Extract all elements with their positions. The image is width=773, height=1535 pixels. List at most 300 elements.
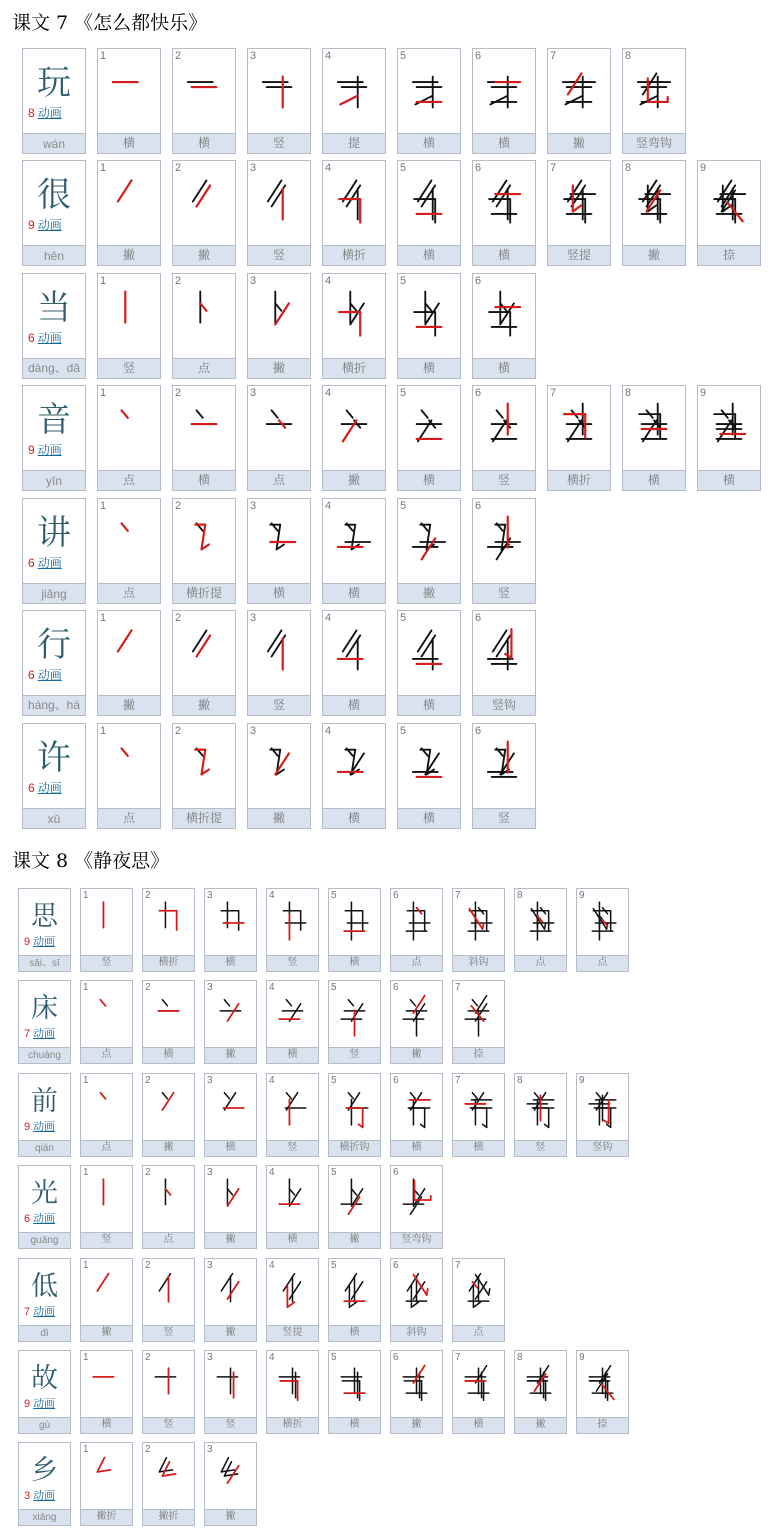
stroke-step-card xyxy=(390,1258,443,1342)
stroke-name: 点 xyxy=(535,957,546,968)
stroke-name: 横折 xyxy=(566,473,591,487)
stroke-name: 点 xyxy=(163,1234,174,1245)
stroke-name: 斜钩 xyxy=(406,1327,427,1338)
stroke-step-card xyxy=(452,888,505,972)
step-number: 3 xyxy=(250,50,257,62)
character-card xyxy=(18,888,71,972)
stroke-step-card xyxy=(397,160,461,266)
stroke-step-card xyxy=(97,610,161,716)
stroke-step-card xyxy=(514,888,567,972)
stroke-step-card xyxy=(266,1165,319,1249)
stroke-diagram xyxy=(205,985,256,1045)
stroke-name: 撇 xyxy=(225,1511,236,1522)
step-number: 2 xyxy=(145,890,151,901)
stroke-diagram xyxy=(515,893,566,953)
animation-link[interactable]: 动画 xyxy=(37,331,62,345)
stroke-diagram xyxy=(398,165,460,243)
step-number: 2 xyxy=(145,1444,151,1455)
stroke-svg xyxy=(473,503,535,581)
stroke-diagram xyxy=(81,1263,132,1323)
stroke-count-number: 6 xyxy=(28,331,35,345)
step-number: 2 xyxy=(175,162,182,174)
pinyin-label: jiǎng xyxy=(41,587,67,601)
stroke-name: 提 xyxy=(347,136,360,150)
stroke-svg xyxy=(329,1263,380,1323)
stroke-svg xyxy=(98,390,160,468)
stroke-step-card xyxy=(97,160,161,266)
stroke-step-card xyxy=(266,888,319,972)
stroke-svg xyxy=(81,893,132,953)
stroke-step-card xyxy=(247,498,311,604)
stroke-diagram xyxy=(81,1355,132,1415)
stroke-step-card xyxy=(142,1073,195,1157)
animation-link[interactable]: 动画 xyxy=(37,106,62,120)
stroke-step-card xyxy=(452,980,505,1064)
step-number: 4 xyxy=(269,890,275,901)
stroke-svg xyxy=(391,1170,442,1230)
stroke-svg xyxy=(81,1263,132,1323)
stroke-svg xyxy=(623,53,685,131)
animation-link[interactable]: 动画 xyxy=(37,556,62,570)
stroke-step-card xyxy=(80,1073,133,1157)
stroke-svg xyxy=(577,893,628,953)
step-number: 4 xyxy=(325,275,332,287)
stroke-name: 撇 xyxy=(347,473,360,487)
step-number: 6 xyxy=(393,1075,399,1086)
stroke-svg xyxy=(143,1263,194,1323)
stroke-svg xyxy=(391,1078,442,1138)
stroke-step-card xyxy=(142,1165,195,1249)
stroke-step-card xyxy=(328,980,381,1064)
stroke-diagram xyxy=(143,1263,194,1323)
step-number: 7 xyxy=(455,1260,461,1271)
stroke-svg xyxy=(248,503,310,581)
stroke-diagram xyxy=(98,615,160,693)
stroke-name: 竖 xyxy=(272,248,285,262)
stroke-name: 点 xyxy=(411,957,422,968)
stroke-diagram xyxy=(453,1355,504,1415)
stroke-step-card xyxy=(472,610,536,716)
stroke-count xyxy=(28,779,62,796)
stroke-svg xyxy=(98,165,160,243)
stroke-step-card xyxy=(547,385,611,491)
stroke-diagram xyxy=(398,278,460,356)
stroke-diagram xyxy=(248,390,310,468)
step-number: 5 xyxy=(400,275,407,287)
stroke-svg xyxy=(98,615,160,693)
stroke-diagram xyxy=(81,1170,132,1230)
stroke-name: 竖 xyxy=(163,1327,174,1338)
stroke-name: 竖 xyxy=(349,1049,360,1060)
stroke-count xyxy=(24,1025,55,1041)
step-number: 4 xyxy=(325,612,332,624)
animation-link[interactable]: 动画 xyxy=(33,1121,56,1133)
stroke-svg xyxy=(248,615,310,693)
stroke-diagram xyxy=(473,53,535,131)
stroke-step-card xyxy=(266,1258,319,1342)
character-glyph: 讲 xyxy=(37,513,71,553)
stroke-svg xyxy=(81,1078,132,1138)
stroke-name: 撇 xyxy=(572,136,585,150)
stroke-svg xyxy=(398,165,460,243)
stroke-count xyxy=(24,1487,55,1503)
stroke-svg xyxy=(173,615,235,693)
stroke-name: 竖 xyxy=(163,1419,174,1430)
stroke-name: 横 xyxy=(349,1419,360,1430)
stroke-name: 竖钩 xyxy=(491,698,516,712)
step-number: 4 xyxy=(269,1075,275,1086)
stroke-svg xyxy=(398,615,460,693)
character-glyph: 光 xyxy=(31,1178,58,1209)
stroke-count-number: 9 xyxy=(28,443,35,457)
stroke-svg xyxy=(173,53,235,131)
step-number: 6 xyxy=(475,275,482,287)
stroke-diagram xyxy=(473,615,535,693)
stroke-diagram xyxy=(267,1355,318,1415)
stroke-diagram xyxy=(143,1170,194,1230)
animation-link[interactable]: 动画 xyxy=(37,443,62,457)
stroke-diagram xyxy=(98,728,160,806)
stroke-svg xyxy=(143,1355,194,1415)
stroke-diagram xyxy=(267,1078,318,1138)
pinyin-label: yīn xyxy=(45,474,62,488)
stroke-name: 点 xyxy=(122,586,135,600)
stroke-name: 横 xyxy=(497,248,510,262)
stroke-svg xyxy=(173,728,235,806)
stroke-svg xyxy=(267,985,318,1045)
stroke-count xyxy=(28,216,62,233)
stroke-diagram xyxy=(323,728,385,806)
stroke-svg xyxy=(98,53,160,131)
stroke-diagram xyxy=(205,1170,256,1230)
stroke-name: 横 xyxy=(473,1142,484,1153)
stroke-diagram xyxy=(453,893,504,953)
stroke-diagram xyxy=(473,503,535,581)
pinyin-label: xiāng xyxy=(32,1512,57,1523)
stroke-svg xyxy=(398,728,460,806)
step-number: 3 xyxy=(207,890,213,901)
stroke-count xyxy=(28,554,62,571)
animation-link[interactable]: 动画 xyxy=(33,1213,56,1225)
step-number: 3 xyxy=(207,1167,213,1178)
stroke-diagram xyxy=(548,53,610,131)
stroke-name: 撇 xyxy=(197,248,210,262)
stroke-diagram xyxy=(398,503,460,581)
stroke-diagram xyxy=(81,1078,132,1138)
pinyin-label: dī xyxy=(40,1328,49,1339)
stroke-svg xyxy=(248,278,310,356)
character-glyph: 行 xyxy=(37,625,71,665)
stroke-name: 竖弯钩 xyxy=(635,136,672,150)
stroke-svg xyxy=(473,615,535,693)
stroke-svg xyxy=(323,165,385,243)
step-number: 3 xyxy=(250,162,257,174)
animation-link[interactable]: 动画 xyxy=(33,936,56,948)
stroke-diagram xyxy=(205,893,256,953)
stroke-name: 竖 xyxy=(497,586,510,600)
animation-link[interactable]: 动画 xyxy=(33,1398,56,1410)
step-number: 8 xyxy=(517,890,523,901)
lesson-heading: 课文 7 《怎么都快乐》 xyxy=(12,12,208,34)
stroke-svg xyxy=(453,1355,504,1415)
stroke-svg xyxy=(98,278,160,356)
character-glyph: 音 xyxy=(37,400,71,440)
stroke-name: 点 xyxy=(101,1049,112,1060)
step-number: 1 xyxy=(100,50,107,62)
stroke-svg xyxy=(391,1263,442,1323)
character-card xyxy=(22,273,86,379)
stroke-svg xyxy=(577,1355,628,1415)
stroke-step-card xyxy=(172,610,236,716)
step-number: 7 xyxy=(455,1075,461,1086)
step-number: 1 xyxy=(83,1075,89,1086)
stroke-count xyxy=(24,1210,55,1226)
stroke-step-card xyxy=(397,385,461,491)
step-number: 1 xyxy=(100,500,107,512)
stroke-diagram xyxy=(98,503,160,581)
pinyin-label: guāng xyxy=(30,1235,59,1246)
stroke-svg xyxy=(323,278,385,356)
stroke-diagram xyxy=(329,1263,380,1323)
stroke-name: 横 xyxy=(349,957,360,968)
stroke-name: 竖 xyxy=(497,473,510,487)
step-number: 6 xyxy=(393,982,399,993)
stroke-svg xyxy=(515,1355,566,1415)
stroke-svg xyxy=(205,1355,256,1415)
stroke-step-card xyxy=(472,385,536,491)
stroke-name: 横 xyxy=(163,1049,174,1060)
stroke-svg xyxy=(453,985,504,1045)
stroke-name: 横 xyxy=(225,957,236,968)
step-number: 2 xyxy=(145,1352,151,1363)
stroke-step-card xyxy=(97,385,161,491)
stroke-step-card xyxy=(452,1350,505,1434)
animation-link[interactable]: 动画 xyxy=(37,218,62,232)
stroke-svg xyxy=(515,1078,566,1138)
step-number: 5 xyxy=(331,890,337,901)
stroke-diagram xyxy=(267,1263,318,1323)
stroke-svg xyxy=(267,1170,318,1230)
stroke-svg xyxy=(398,53,460,131)
stroke-step-card xyxy=(328,888,381,972)
character-card xyxy=(18,1350,71,1434)
step-number: 6 xyxy=(475,500,482,512)
stroke-step-card xyxy=(397,610,461,716)
stroke-step-card xyxy=(97,273,161,379)
stroke-step-card xyxy=(204,1073,257,1157)
stroke-name: 横 xyxy=(422,361,435,375)
stroke-name: 横折钩 xyxy=(339,1142,370,1153)
stroke-svg xyxy=(205,1263,256,1323)
animation-link[interactable]: 动画 xyxy=(33,1028,56,1040)
stroke-name: 横 xyxy=(347,698,360,712)
stroke-name: 横折提 xyxy=(185,586,222,600)
stroke-svg xyxy=(267,1263,318,1323)
stroke-step-card xyxy=(322,610,386,716)
stroke-svg xyxy=(143,985,194,1045)
stroke-step-card xyxy=(80,1442,133,1526)
stroke-count xyxy=(28,329,62,346)
stroke-diagram xyxy=(81,1447,132,1507)
step-number: 6 xyxy=(393,1260,399,1271)
stroke-name: 捺 xyxy=(722,248,735,262)
step-number: 3 xyxy=(207,1075,213,1086)
stroke-svg xyxy=(515,893,566,953)
step-number: 3 xyxy=(207,1444,213,1455)
step-number: 5 xyxy=(331,1352,337,1363)
step-number: 2 xyxy=(175,500,182,512)
stroke-diagram xyxy=(143,1447,194,1507)
stroke-step-card xyxy=(247,610,311,716)
step-number: 1 xyxy=(83,890,89,901)
step-number: 5 xyxy=(331,982,337,993)
stroke-diagram xyxy=(143,1355,194,1415)
animation-link[interactable]: 动画 xyxy=(33,1490,56,1502)
stroke-name: 横 xyxy=(347,586,360,600)
stroke-name: 竖 xyxy=(101,1234,112,1245)
stroke-step-card xyxy=(266,980,319,1064)
stroke-diagram xyxy=(577,893,628,953)
stroke-name: 撇 xyxy=(225,1327,236,1338)
step-number: 3 xyxy=(250,612,257,624)
stroke-svg xyxy=(248,390,310,468)
stroke-svg xyxy=(173,278,235,356)
step-number: 2 xyxy=(145,1075,151,1086)
step-number: 4 xyxy=(269,1167,275,1178)
stroke-step-card xyxy=(247,385,311,491)
character-card xyxy=(22,610,86,716)
stroke-svg xyxy=(698,165,760,243)
step-number: 6 xyxy=(393,1352,399,1363)
stroke-step-card xyxy=(472,273,536,379)
stroke-svg xyxy=(205,893,256,953)
stroke-name: 撇 xyxy=(122,248,135,262)
step-number: 7 xyxy=(550,387,557,399)
stroke-diagram xyxy=(623,53,685,131)
animation-link[interactable]: 动画 xyxy=(37,781,62,795)
stroke-name: 横 xyxy=(722,473,735,487)
stroke-diagram xyxy=(323,503,385,581)
stroke-diagram xyxy=(623,390,685,468)
stroke-diagram xyxy=(398,53,460,131)
stroke-name: 点 xyxy=(101,1142,112,1153)
animation-link[interactable]: 动画 xyxy=(37,668,62,682)
stroke-step-card xyxy=(397,48,461,154)
stroke-diagram xyxy=(248,53,310,131)
stroke-name: 点 xyxy=(122,811,135,825)
step-number: 4 xyxy=(269,1260,275,1271)
step-number: 2 xyxy=(175,612,182,624)
stroke-count-number: 6 xyxy=(28,668,35,682)
step-number: 6 xyxy=(475,162,482,174)
step-number: 7 xyxy=(550,162,557,174)
stroke-diagram xyxy=(205,1263,256,1323)
stroke-name: 横 xyxy=(497,136,510,150)
step-number: 5 xyxy=(331,1167,337,1178)
stroke-svg xyxy=(205,1447,256,1507)
stroke-name: 撇 xyxy=(272,811,285,825)
step-number: 6 xyxy=(475,387,482,399)
stroke-count-number: 6 xyxy=(28,556,35,570)
stroke-name: 竖提 xyxy=(566,248,591,262)
character-glyph: 当 xyxy=(37,288,71,328)
stroke-count-number: 6 xyxy=(24,1213,31,1225)
stroke-diagram xyxy=(323,278,385,356)
step-number: 2 xyxy=(175,50,182,62)
stroke-name: 撇 xyxy=(122,698,135,712)
stroke-step-card xyxy=(622,48,686,154)
stroke-count xyxy=(24,1118,55,1134)
stroke-step-card xyxy=(547,160,611,266)
stroke-step-card xyxy=(80,980,133,1064)
step-number: 7 xyxy=(455,1352,461,1363)
stroke-name: 横 xyxy=(422,811,435,825)
stroke-diagram xyxy=(577,1078,628,1138)
step-number: 1 xyxy=(83,982,89,993)
stroke-diagram xyxy=(323,165,385,243)
stroke-name: 横 xyxy=(287,1049,298,1060)
step-number: 1 xyxy=(100,275,107,287)
step-number: 5 xyxy=(400,612,407,624)
stroke-step-card xyxy=(472,498,536,604)
stroke-svg xyxy=(205,1078,256,1138)
stroke-svg xyxy=(329,1078,380,1138)
stroke-svg xyxy=(173,390,235,468)
stroke-name: 横 xyxy=(422,136,435,150)
stroke-diagram xyxy=(173,278,235,356)
stroke-diagram xyxy=(398,728,460,806)
stroke-diagram xyxy=(143,985,194,1045)
stroke-diagram xyxy=(248,728,310,806)
stroke-step-card xyxy=(97,498,161,604)
stroke-step-card xyxy=(204,1258,257,1342)
stroke-step-card xyxy=(80,1165,133,1249)
character-glyph: 前 xyxy=(31,1086,58,1117)
stroke-svg xyxy=(473,728,535,806)
stroke-name: 横 xyxy=(422,698,435,712)
character-glyph: 低 xyxy=(31,1271,58,1302)
pinyin-label: chuáng xyxy=(28,1050,61,1061)
stroke-step-card xyxy=(142,1442,195,1526)
stroke-step-card xyxy=(514,1073,567,1157)
step-number: 9 xyxy=(579,1352,585,1363)
stroke-count-number: 3 xyxy=(24,1490,31,1502)
stroke-diagram xyxy=(81,893,132,953)
stroke-diagram xyxy=(515,1355,566,1415)
stroke-name: 撇 xyxy=(411,1419,422,1430)
animation-link[interactable]: 动画 xyxy=(33,1306,56,1318)
character-glyph: 许 xyxy=(37,738,71,778)
stroke-svg xyxy=(205,1170,256,1230)
stroke-count xyxy=(28,441,62,458)
stroke-name: 撇 xyxy=(422,586,435,600)
stroke-svg xyxy=(398,390,460,468)
stroke-svg xyxy=(453,1078,504,1138)
step-number: 4 xyxy=(325,387,332,399)
step-number: 9 xyxy=(579,890,585,901)
character-glyph: 故 xyxy=(31,1363,58,1394)
stroke-svg xyxy=(98,728,160,806)
stroke-svg xyxy=(143,893,194,953)
stroke-name: 竖 xyxy=(272,698,285,712)
stroke-diagram xyxy=(329,1170,380,1230)
stroke-svg xyxy=(329,893,380,953)
step-number: 1 xyxy=(100,162,107,174)
stroke-svg xyxy=(398,503,460,581)
stroke-step-card xyxy=(204,888,257,972)
stroke-diagram xyxy=(98,165,160,243)
step-number: 3 xyxy=(250,725,257,737)
